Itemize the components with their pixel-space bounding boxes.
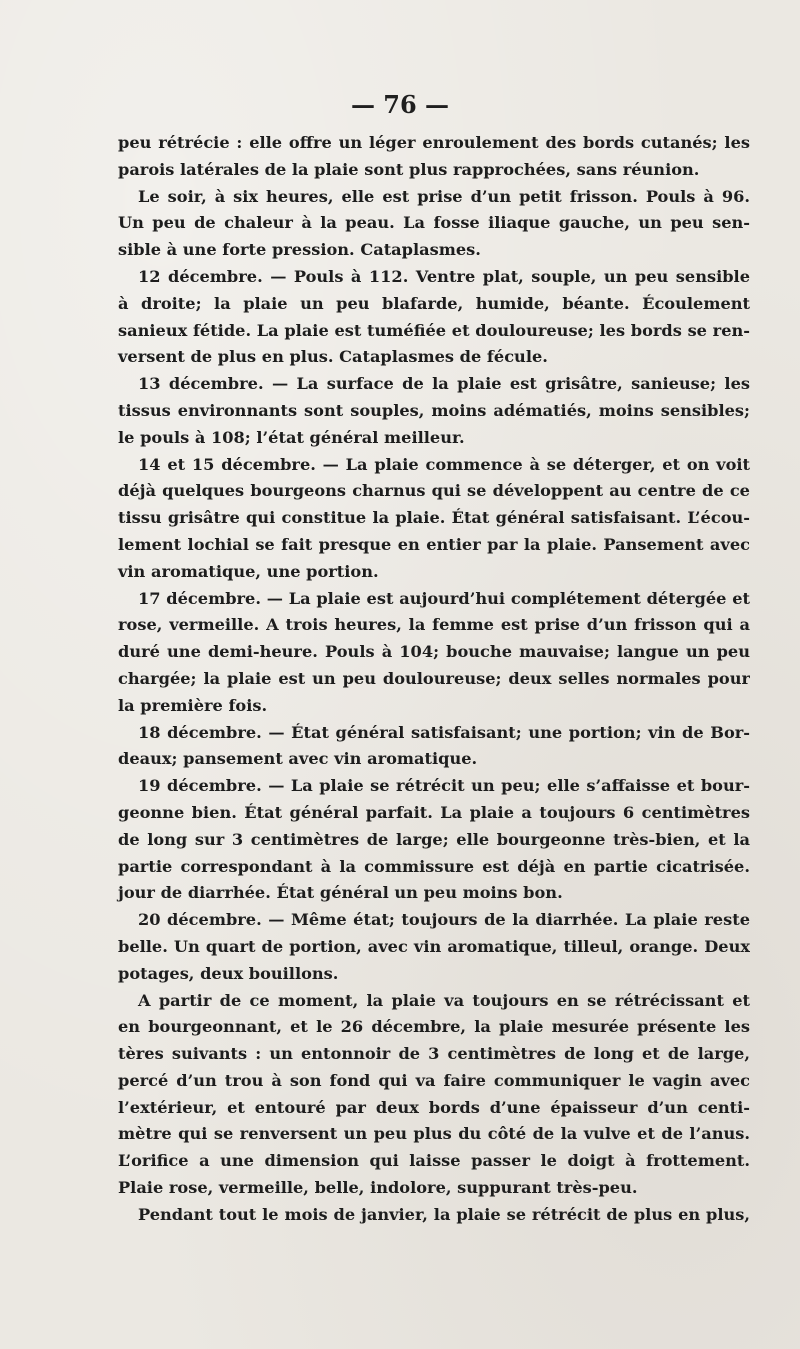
text-line: 12 décembre. — Pouls à 112. Ventre plat, souple, un peu sensible <box>138 266 750 286</box>
page-number: — 76 — <box>350 90 450 119</box>
body-text <box>118 130 750 1229</box>
text-line: belle. Un quart de portion, avec vin aromatique, tilleul, orange. Deux <box>118 936 750 956</box>
text-line: de long sur 3 centimètres de large; elle bourgeonne très-bien, et la <box>118 829 750 849</box>
text-line: rose, vermeille. A trois heures, la femme est prise d’un frisson qui a <box>118 615 750 635</box>
text-line: à droite; la plaie un peu blafarde, humide, béante. Écoulement <box>118 293 750 313</box>
text-line: Pendant tout le mois de janvier, la plaie se rétrécit de plus en plus, <box>138 1204 750 1224</box>
text-line: sible à une forte pression. Cataplasmes. <box>118 240 481 260</box>
text-line: lement lochial se fait presque en entier par la plaie. Pansement avec <box>118 534 750 554</box>
text-line: 13 décembre. — La surface de la plaie est grisâtre, sanieuse; les <box>138 374 750 394</box>
text-line: 20 décembre. — Même état; toujours de la diarrhée. La plaie reste <box>138 910 750 930</box>
text-line: 18 décembre. — État général satisfaisant; une portion; vin de Bor- <box>138 722 750 742</box>
text-line: sanieux fétide. La plaie est tuméfiée et douloureuse; les bords se ren- <box>118 320 750 340</box>
text-line: L’orifice a une dimension qui laisse passer le doigt à frottement. <box>118 1151 750 1171</box>
text-line: en bourgeonnant, et le 26 décembre, la plaie mesurée présente les <box>118 1017 750 1037</box>
text-line: chargée; la plaie est un peu douloureuse; deux selles normales pour <box>118 668 750 688</box>
text-line: deaux; pansement avec vin aromatique. <box>118 749 478 769</box>
text-line: jour de diarrhée. État général un peu moins bon. <box>118 883 563 903</box>
text-line: tissus environnants sont souples, moins adématiés, moins sensibles; <box>118 400 750 420</box>
text-line: 19 décembre. — La plaie se rétrécit un peu; elle s’affaisse et bour- <box>138 776 750 796</box>
text-line: mètre qui se renversent un peu plus du côté de la vulve et de l’anus. <box>118 1124 750 1144</box>
text-line: Un peu de chaleur à la peau. La fosse iliaque gauche, un peu sen- <box>118 213 750 233</box>
text-line: geonne bien. État général parfait. La plaie a toujours 6 centimètres <box>118 802 750 822</box>
text-line: tissu grisâtre qui constitue la plaie. État général satisfaisant. L’écou- <box>118 508 750 528</box>
text-line: peu rétrécie : elle offre un léger enroulement des bords cutanés; les <box>118 133 750 152</box>
text-line: Plaie rose, vermeille, belle, indolore, suppurant très-peu. <box>118 1178 638 1198</box>
text-line: Le soir, à six heures, elle est prise d’un petit frisson. Pouls à 96. <box>138 186 750 206</box>
text-line: le pouls à 108; l’état général meilleur. <box>118 427 465 447</box>
text-line: duré une demi-heure. Pouls à 104; bouche mauvaise; langue un peu <box>118 642 750 662</box>
text-line: A partir de ce moment, la plaie va toujours en se rétrécissant et <box>138 990 750 1010</box>
text-line: parois latérales de la plaie sont plus rapprochées, sans réunion. <box>118 159 700 179</box>
text-line: versent de plus en plus. Cataplasmes de fécule. <box>118 347 548 367</box>
text-line: partie correspondant à la commissure est déjà en partie cicatrisée. <box>118 856 750 876</box>
text-line: 17 décembre. — La plaie est aujourd’hui complétement détergée et <box>138 588 750 608</box>
text-line: potages, deux bouillons. <box>118 963 339 983</box>
text-line: vin aromatique, une portion. <box>118 561 379 581</box>
text-line: la première fois. <box>118 695 268 715</box>
text-line: percé d’un trou à son fond qui va faire communiquer le vagin avec <box>118 1070 750 1090</box>
text-line: 14 et 15 décembre. — La plaie commence à se déterger, et on voit <box>138 454 750 474</box>
text-line: déjà quelques bourgeons charnus qui se développent au centre de ce <box>118 481 750 501</box>
text-line: tères suivants : un entonnoir de 3 centimètres de long et de large, <box>118 1044 750 1064</box>
text-line: l’extérieur, et entouré par deux bords d’une épaisseur d’un centi- <box>118 1097 750 1117</box>
